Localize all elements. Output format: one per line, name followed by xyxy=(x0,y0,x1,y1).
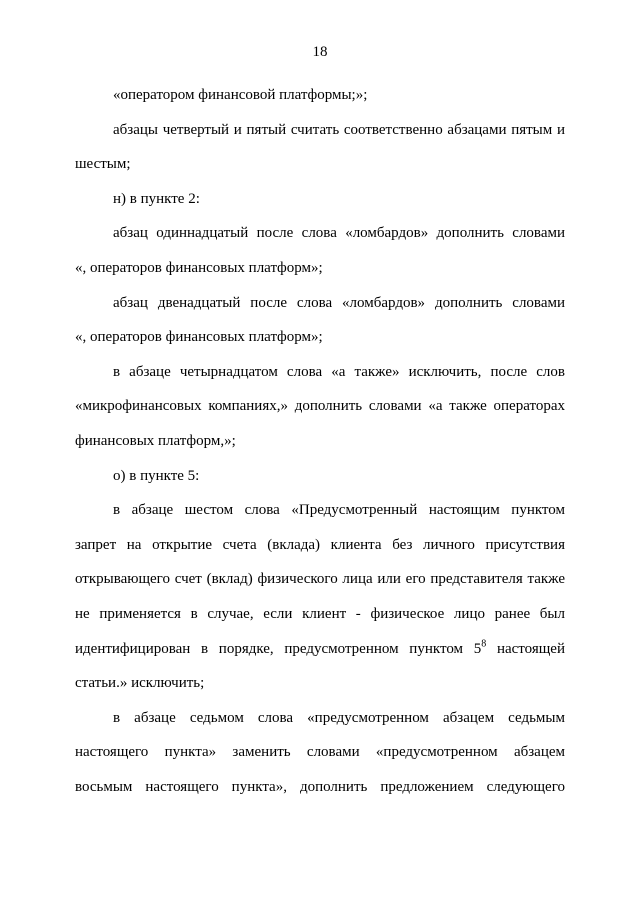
text-line: «оператором финансовой платформы;»; xyxy=(113,87,368,103)
paragraph xyxy=(75,355,565,390)
text-line: абзац двенадцатый после слова «ломбардов» дополнить словами xyxy=(113,294,565,311)
paragraph-continuation xyxy=(75,147,565,182)
paragraph-continuation xyxy=(75,632,565,667)
document-body xyxy=(75,78,565,804)
text-line: статьи.» исключить; xyxy=(75,675,205,692)
text-line: абзацы четвертый и пятый считать соответственно абзацами пятым и xyxy=(113,121,565,138)
text-line: н) в пункте 2: xyxy=(113,190,200,207)
text-line: финансовых платформ,»; xyxy=(75,432,236,449)
text-line: шестым; xyxy=(75,156,131,173)
text-line: открывающего счет (вклад) физического лица или его представителя также xyxy=(75,571,565,588)
text-line: «, операторов финансовых платформ»; xyxy=(75,259,323,276)
paragraph-continuation xyxy=(75,251,565,286)
paragraph xyxy=(75,701,565,736)
text-line: абзац одиннадцатый после слова «ломбардов» дополнить словами xyxy=(113,225,565,242)
paragraph-continuation xyxy=(75,770,565,805)
paragraph-continuation xyxy=(75,735,565,770)
paragraph xyxy=(75,113,565,148)
paragraph xyxy=(75,78,565,113)
paragraph-continuation xyxy=(75,389,565,424)
paragraph-continuation xyxy=(75,424,565,459)
paragraph xyxy=(75,493,565,528)
paragraph-continuation xyxy=(75,562,565,597)
text-line: о) в пункте 5: xyxy=(113,467,200,484)
text-line: в абзаце шестом слова «Предусмотренный настоящим пунктом xyxy=(113,502,565,519)
paragraph-continuation xyxy=(75,666,565,701)
text-line: в абзаце четырнадцатом слова «а также» исключить, после слов xyxy=(113,363,565,380)
paragraph xyxy=(75,182,565,217)
text-line: идентифицирован в порядке, предусмотренном пунктом 5 xyxy=(75,640,482,657)
text-line: запрет на открытие счета (вклада) клиента без личного присутствия xyxy=(75,536,565,553)
text-line: не применяется в случае, если клиент - физическое лицо ранее был xyxy=(75,605,565,622)
paragraph xyxy=(75,216,565,251)
text-line: «, операторов финансовых платформ»; xyxy=(75,329,323,346)
text-line: восьмым настоящего пункта», дополнить предложением следующего xyxy=(75,778,565,795)
paragraph xyxy=(75,286,565,321)
text-line: «микрофинансовых компаниях,» дополнить словами «а также операторах xyxy=(75,398,565,415)
superscript: 8 xyxy=(481,638,487,649)
paragraph xyxy=(75,459,565,494)
text-line: настоящей xyxy=(486,640,565,657)
text-line: настоящего пункта» заменить словами «предусмотренном абзацем xyxy=(75,744,565,761)
paragraph-continuation xyxy=(75,528,565,563)
paragraph-continuation xyxy=(75,320,565,355)
text-line: в абзаце седьмом слова «предусмотренном абзацем седьмым xyxy=(113,709,565,726)
page-number: 18 xyxy=(312,44,328,60)
paragraph-continuation xyxy=(75,597,565,632)
